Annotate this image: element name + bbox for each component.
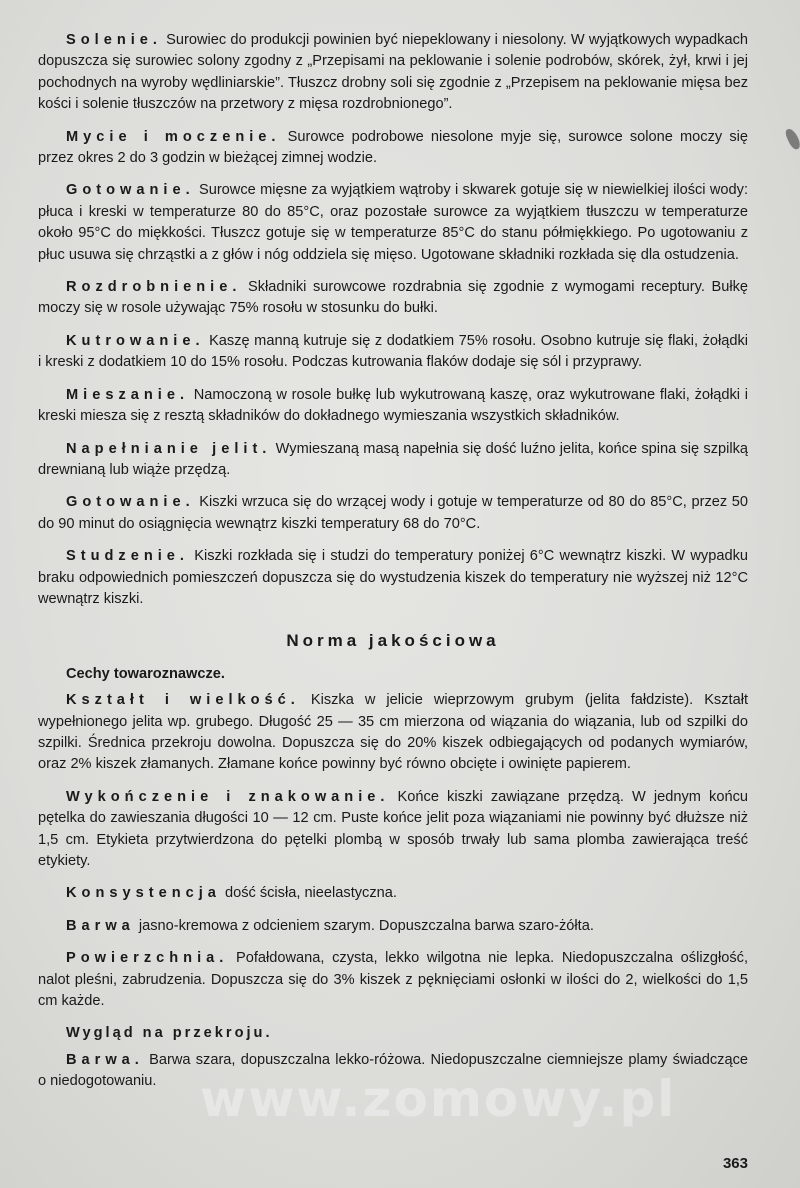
paragraph-text: Kiszki wrzuca się do wrzącej wody i gotuje w temperaturze od 80 do 85°C, przez 50 do 90 minut do osiągnięcia wewnątrz kiszki temperatury 68 do 70°C. xyxy=(38,494,748,532)
paragraph-text: Kiszka w jelicie wieprzowym grubym (jelita fałdziste). Kształt wypełnionego jelita wp. grubego. Długość 25 — 35 cm mierzona od wiązania do wiązania, lub od szpilki do szpilki. Średnica przekroju dowolna. Dopuszcza się do 20% kiszek odbiegających od podanych wymiarów, oraz 2% kiszek złamanych. Złamane końce powinny być równo obcięte i owinięte papierem. xyxy=(38,692,748,773)
subsection-title: Cechy towaroznawcze. xyxy=(66,665,225,682)
paragraph-text: Surowiec do produkcji powinien być niepeklowany i niesolony. W wyjątkowych wypadkach dopuszcza się surowiec solony zgodny z „Przepisami na peklowanie i solenie podrobów, skórek, żył, krwi i jej pochodnych na wyroby wędliniarskie”. Tłuszcz drobny soli się zgodnie z „Przepisem na peklowanie mięsa bez kości i solenie tłuszczów na przetwory z mięsa rozdrobnionego”. xyxy=(38,32,748,113)
paragraph xyxy=(38,492,748,535)
process-steps xyxy=(38,30,748,610)
paragraph-head: Mieszanie. xyxy=(66,386,189,403)
paragraph xyxy=(38,30,748,116)
paragraph-text: Kiszki rozkłada się i studzi do temperatury poniżej 6°C wewnątrz kiszki. W wypadku braku odpowiednich pomieszczeń dopuszcza się do wystudzenia kiszek do temperatury nie wyższej niż 12°C wewnątrz kiszki. xyxy=(38,548,748,607)
paragraph-head: Kutrowanie. xyxy=(66,332,205,349)
paragraph xyxy=(38,690,748,776)
paragraph-head: Napełnianie jelit. xyxy=(66,440,272,457)
watermark: www.zomowy.pl xyxy=(200,1070,677,1128)
paragraph-text: Pofałdowana, czysta, lekko wilgotna nie lepka. Niedopuszczalna oślizgłość, nalot pleśni, zabrudzenia. Dopuszcza się do 3% kiszek z pęknięciami osłonki w ilości do 2, wielkości do 1,5 cm każde. xyxy=(38,950,748,1010)
paragraph xyxy=(38,948,748,1012)
paragraph-text: Surowce podrobowe niesolone myje się, surowce solone moczy się przez okres 2 do 3 godzin w bieżącej zimnej wodzie. xyxy=(38,128,748,167)
paragraph-text: Kaszę manną kutruje się z dodatkiem 75% rosołu. Osobno kutruje się flaki, żołądki i kreski z dodatkiem 10 do 15% rosołu. Podczas kutrowania flaków dodaje się sól i przyprawy. xyxy=(38,332,748,371)
paragraph-head: Rozdrobnienie. xyxy=(66,279,242,296)
cross-section-paragraph xyxy=(38,1050,748,1093)
paragraph-head: Barwa xyxy=(66,917,135,934)
page-content xyxy=(38,30,748,1104)
paragraph-head: Wykończenie i znakowanie. xyxy=(66,788,390,805)
paragraph xyxy=(38,385,748,428)
paragraph xyxy=(38,331,748,374)
paragraph-head: Kształt i wielkość. xyxy=(66,692,300,709)
paragraph xyxy=(38,439,748,482)
paragraph xyxy=(38,916,748,937)
paragraph-head: Gotowanie. xyxy=(66,494,195,511)
paragraph xyxy=(38,883,748,904)
paragraph xyxy=(38,180,748,266)
paragraph-text: jasno-kremowa z odcieniem szarym. Dopuszczalna barwa szaro-żółta. xyxy=(134,917,594,934)
paragraph-text: Barwa szara, dopuszczalna lekko-różowa. Niedopuszczalne ciemniejsze plamy świadczące o niedogotowaniu. xyxy=(38,1051,748,1090)
paragraph xyxy=(38,787,748,873)
paragraph xyxy=(38,546,748,610)
paragraph-text: Surowce mięsne za wyjątkiem wątroby i skwarek gotuje się w niewielkiej ilości wody: płuca i kreski w temperaturze 80 do 85°C, oraz pozostałe surowce za wyjątkiem tłuszczu w temperaturze około 95°C do miękkości. Tłuszcz gotuje się w temperaturze 85°C do stanu półmiękkiego. Po ugotowaniu z płuc usuwa się chrząstki a z głów i nóg oddziela się mięso. Ugotowane składniki rozkłada się dla ostudzenia. xyxy=(38,182,748,263)
paragraph-head: Solenie. xyxy=(66,32,162,48)
paragraph-head: Studzenie. xyxy=(66,548,189,565)
paragraph-text: Wymieszaną masą napełnia się dość luźno jelita, końce spina się szpilką drewnianą lub wiąże przędzą. xyxy=(38,440,748,478)
paragraph-head: Konsystencja xyxy=(66,885,221,902)
paragraph-head: Mycie i moczenie. xyxy=(66,128,281,145)
paragraph-head: Powierzchnia. xyxy=(66,950,229,967)
section-title: Norma jakościowa xyxy=(286,631,500,651)
quality-features xyxy=(38,690,748,1012)
page-number: 363 xyxy=(722,1155,748,1172)
paragraph-text: Końce kiszki zawiązane przędzą. W jednym końcu pętelka do zawieszania długości 10 — 12 cm. Puste końce jelit poza wiązaniami nie powinny być dłuższe niż 1,5 cm. Etykieta przytwierdzona do pętelki plombą w sposób trwały lub sama plomba zawierająca treść etykiety. xyxy=(38,788,748,869)
paragraph-text: Składniki surowcowe rozdrabnia się zgodnie z wymogami receptury. Bułkę moczy się w rosole używając 75% rosołu w stosunku do bułki. xyxy=(38,279,748,317)
paragraph-text: dość ścisła, nieelastyczna. xyxy=(220,885,397,902)
cross-section-title: Wygląd na przekroju. xyxy=(66,1025,273,1042)
paragraph-text: Namoczoną w rosole bułkę lub wykutrowaną kaszę, oraz wykutrowane flaki, żołądki i kreski miesza się z resztą składników do dokładnego wymieszania wszystkich składników. xyxy=(38,386,748,425)
ink-stain xyxy=(784,127,800,151)
paragraph xyxy=(38,127,748,170)
paragraph-head: Barwa. xyxy=(66,1051,144,1068)
paragraph-head: Gotowanie. xyxy=(66,182,195,199)
paragraph xyxy=(38,277,748,320)
